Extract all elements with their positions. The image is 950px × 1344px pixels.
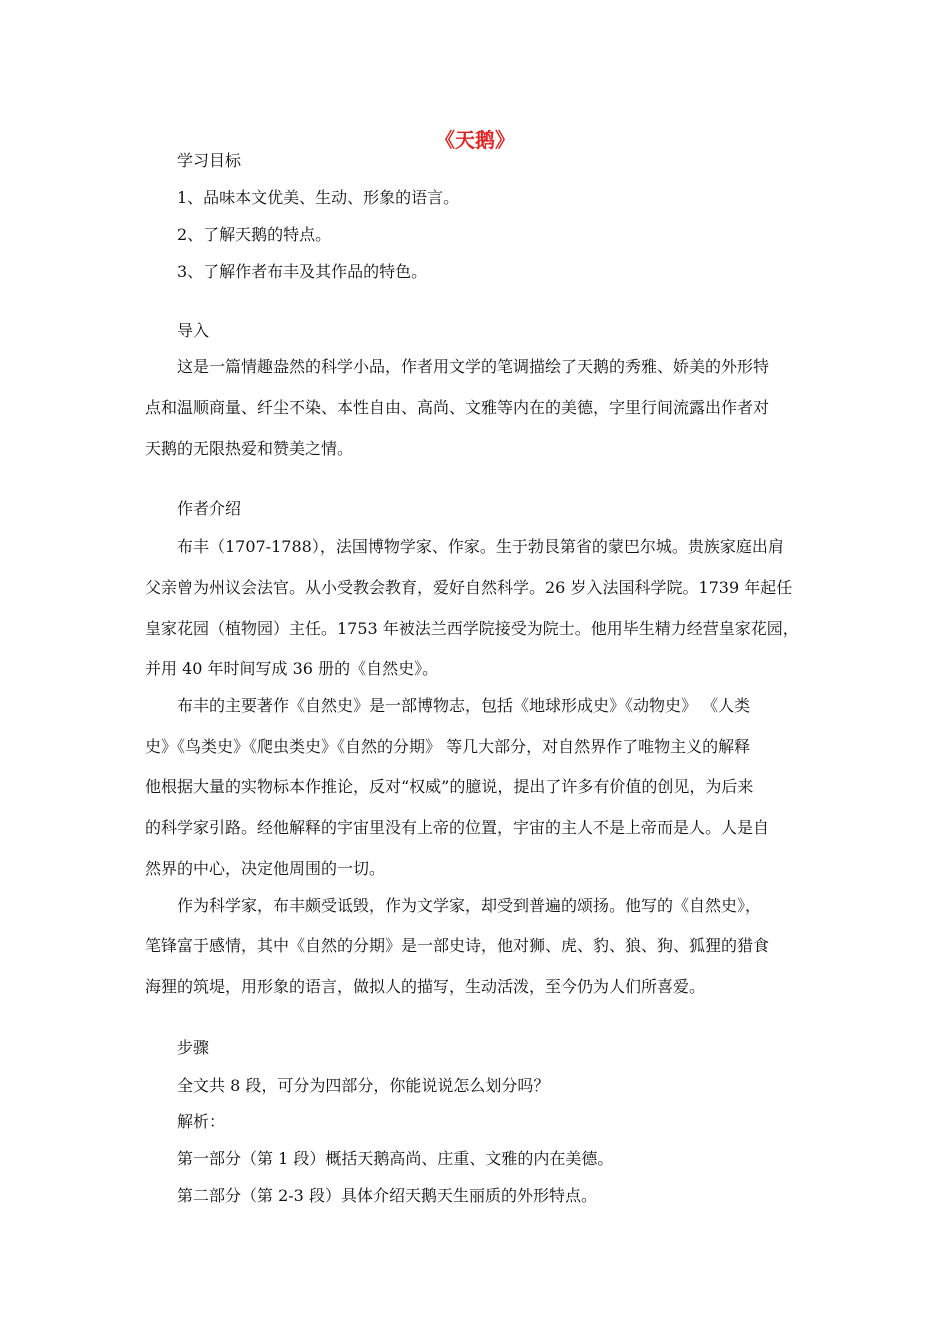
steps-line: 解析： bbox=[177, 1112, 226, 1131]
author-para2-line: 然界的中心，决定他周围的一切。 bbox=[145, 859, 386, 878]
intro-heading: 导入 bbox=[177, 321, 210, 340]
objective-item: 1、品味本文优美、生动、形象的语言。 bbox=[177, 188, 460, 207]
steps-line: 第一部分（第 1 段）概括天鹅高尚、庄重、文雅的内在美德。 bbox=[177, 1149, 614, 1168]
author-para3-line: 笔锋富于感情，其中《自然的分期》是一部史诗，他对狮、虎、豹、狼、狗、狐狸的猎食 bbox=[145, 936, 770, 955]
steps-line: 第二部分（第 2-3 段）具体介绍天鹅天生丽质的外形特点。 bbox=[177, 1186, 597, 1205]
objective-item: 2、了解天鹅的特点。 bbox=[177, 225, 332, 244]
author-para2-line: 的科学家引路。经他解释的宇宙里没有上帝的位置，宇宙的主人不是上帝而是人。人是自 bbox=[145, 818, 770, 837]
author-para1-line: 父亲曾为州议会法官。从小受教会教育，爱好自然科学。26 岁入法国科学院。1739 年起任 bbox=[145, 578, 793, 597]
objective-item: 3、了解作者布丰及其作品的特色。 bbox=[177, 262, 428, 281]
author-para2-line: 他根据大量的实物标本作推论，反对“权威”的臆说，提出了许多有价值的创见，为后来 bbox=[145, 777, 754, 796]
author-para1-line: 皇家花园（植物园）主任。1753 年被法兰西学院接受为院士。他用毕生精力经营皇家花园， bbox=[145, 619, 799, 638]
document-title: 《天鹅》 bbox=[435, 128, 515, 152]
intro-line: 天鹅的无限热爱和赞美之情。 bbox=[145, 439, 354, 458]
author-para3-line: 作为科学家，布丰颇受诋毁，作为文学家，却受到普遍的颂扬。他写的《自然史》， bbox=[177, 896, 762, 915]
author-para3-line: 海狸的筑堤，用形象的语言，做拟人的描写，生动活泼，至今仍为人们所喜爱。 bbox=[145, 977, 706, 996]
author-para1-line: 并用 40 年时间写成 36 册的《自然史》。 bbox=[145, 659, 439, 678]
steps-line: 全文共 8 段，可分为四部分，你能说说怎么划分吗？ bbox=[177, 1076, 550, 1095]
objectives-heading: 学习目标 bbox=[177, 151, 242, 170]
intro-line: 点和温顺商量、纤尘不染、本性自由、高尚、文雅等内在的美德，字里行间流露出作者对 bbox=[145, 398, 770, 417]
author-para1-line: 布丰（1707-1788），法国博物学家、作家。生于勃艮第省的蒙巴尔城。贵族家庭出肩 bbox=[177, 537, 784, 556]
author-para2-line: 史》《鸟类史》《爬虫类史》《自然的分期》 等几大部分，对自然界作了唯物主义的解释 bbox=[145, 737, 751, 756]
author-para2-line: 布丰的主要著作《自然史》是一部博物志，包括《地球形成史》《动物史》 《人类 bbox=[177, 696, 751, 715]
steps-heading: 步骤 bbox=[177, 1038, 210, 1057]
author-heading: 作者介绍 bbox=[177, 499, 242, 518]
intro-line: 这是一篇情趣盎然的科学小品，作者用文学的笔调描绘了天鹅的秀雅、娇美的外形特 bbox=[177, 357, 770, 376]
